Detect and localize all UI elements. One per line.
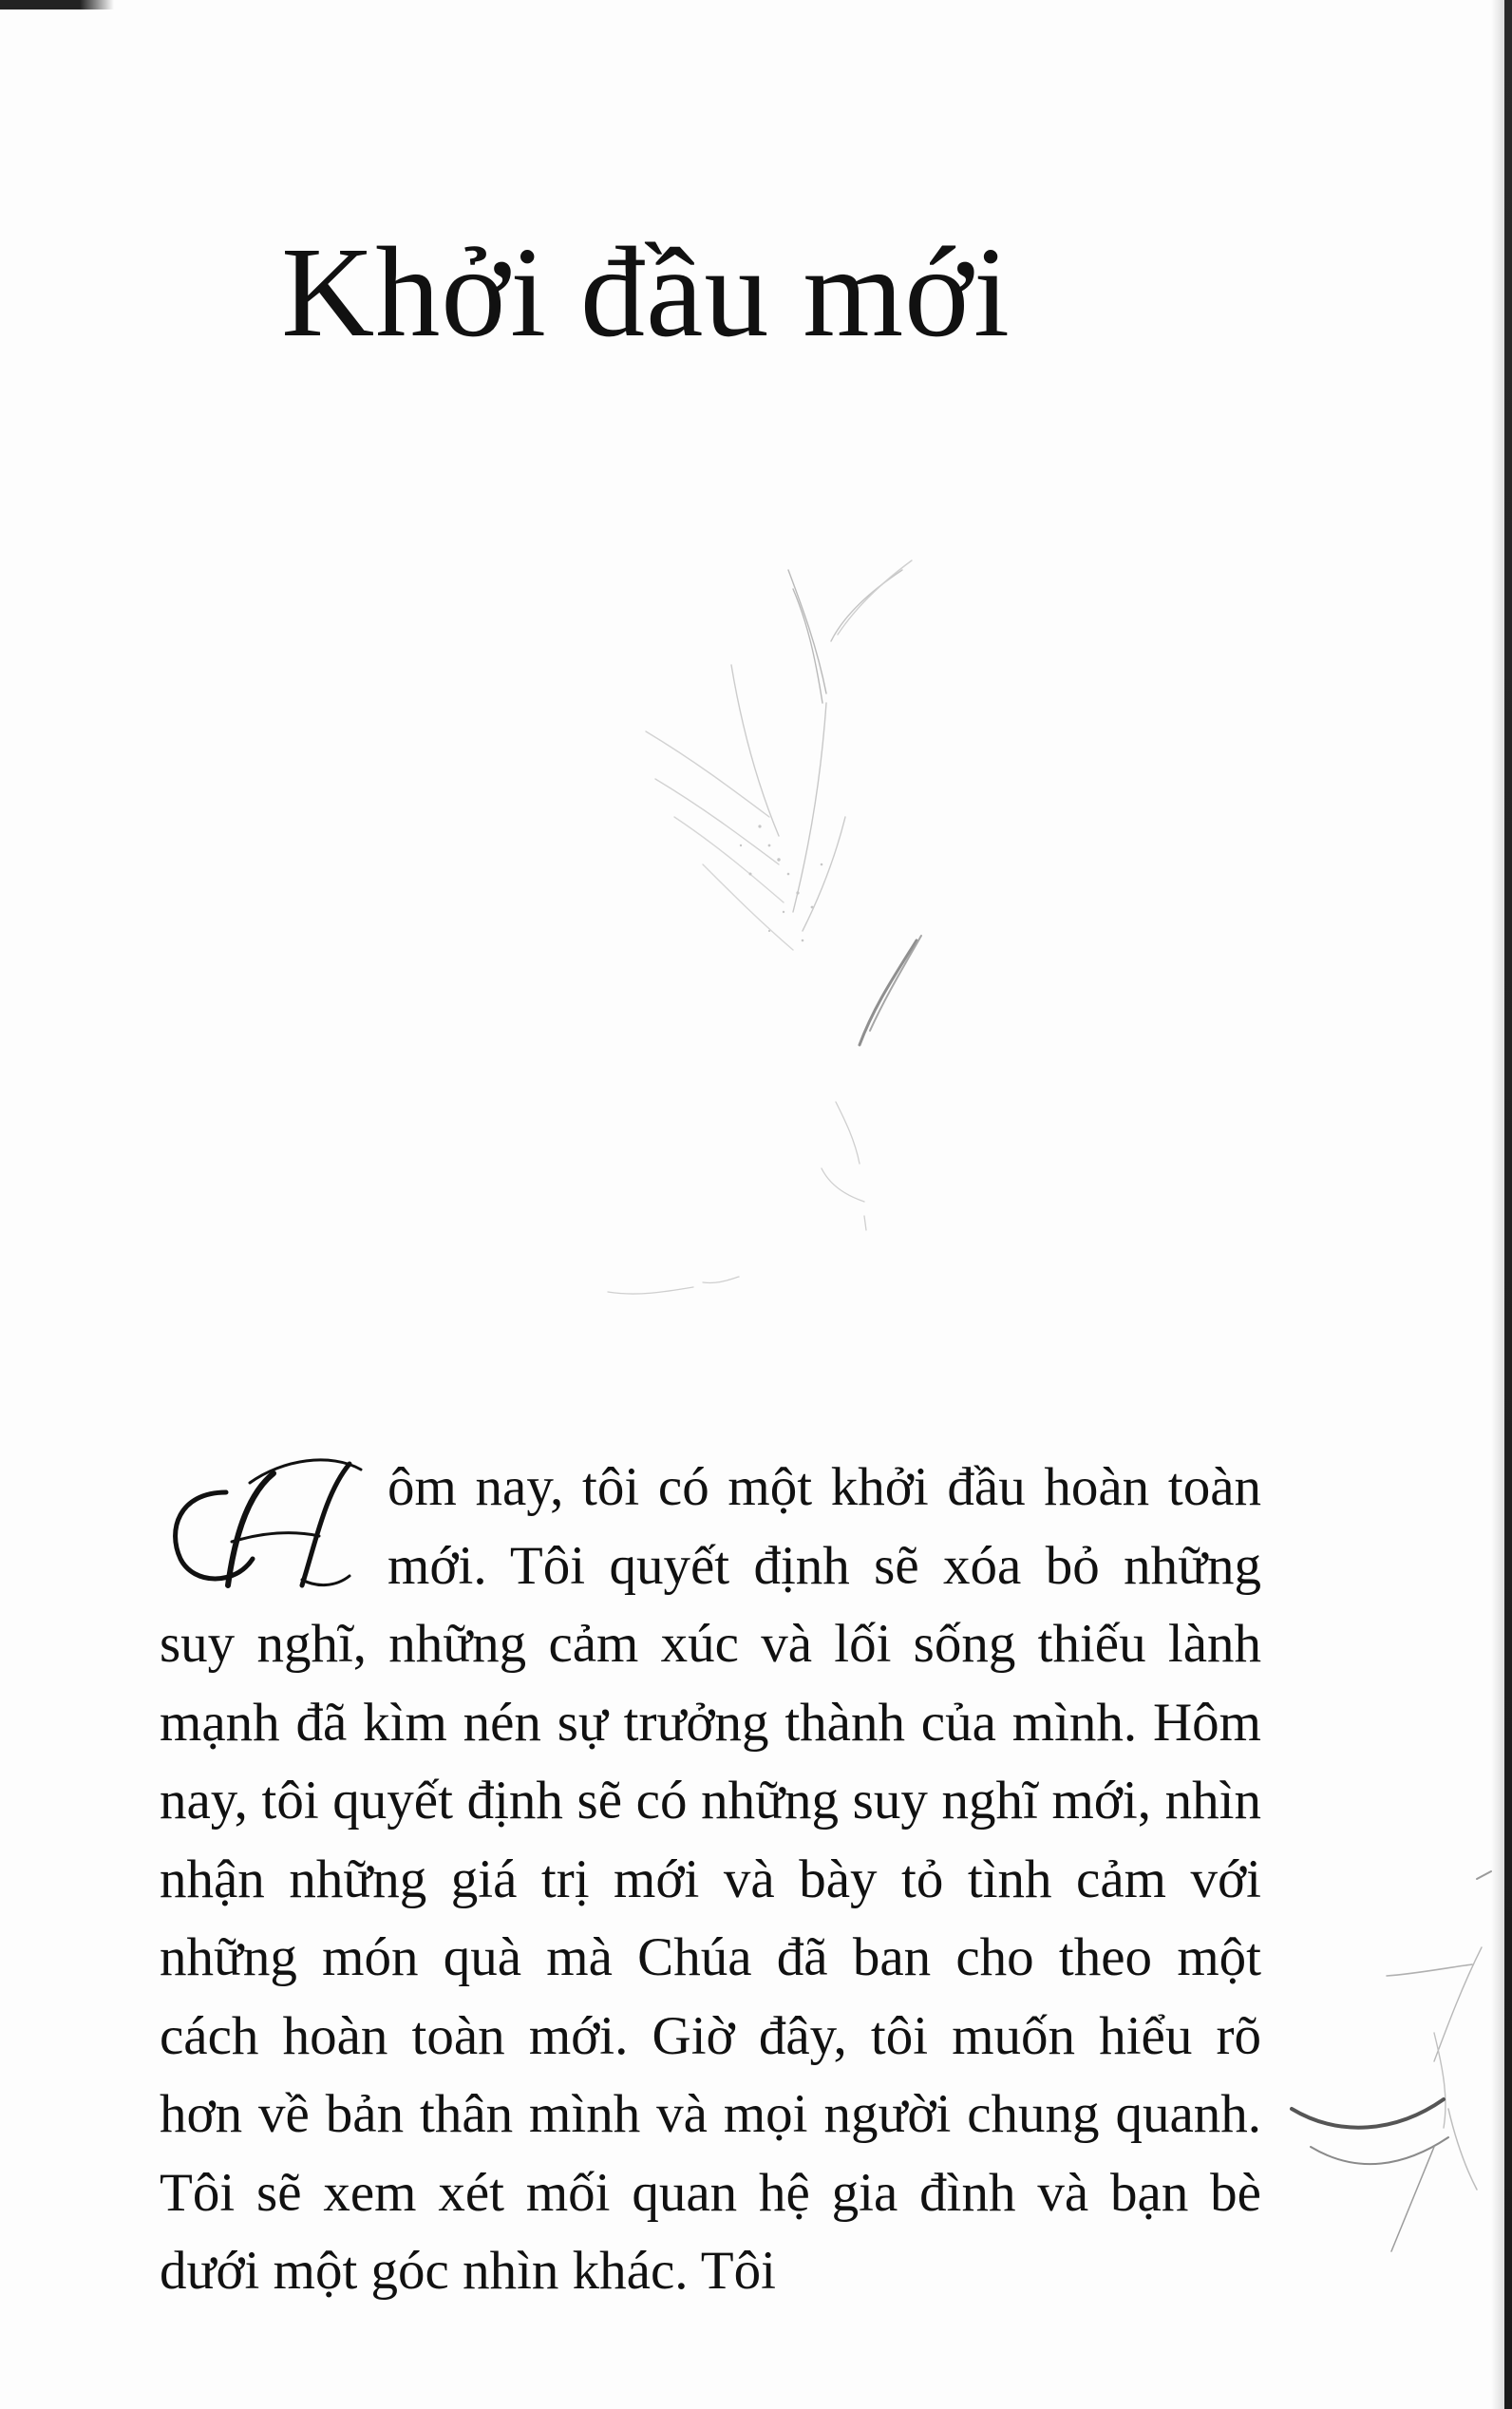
scan-edge-top [0,0,114,9]
body-text: ôm nay, tôi có một khởi đầu hoàn toàn mới. Tôi quyết định sẽ xóa bỏ những suy nghĩ, những cảm xúc và lối sống thiếu lành mạnh đã kìm nén sự trưởng thành của mình. Hôm nay, tôi quyết định sẽ có những suy nghĩ mới, nhìn nhận những giá trị mới và bày tỏ tình cảm với những món quà mà Chúa đã ban cho theo một cách hoàn toàn mới. Giờ đây, tôi muốn hiểu rõ hơn về bản thân mình và mọi người chung quanh. Tôi sẽ xem xét mối quan hệ gia đình và bạn bè dưới một góc nhìn khác. Tôi [160,1457,1261,2301]
chapter-title: Khởi đầu mới [281,221,1011,364]
body-paragraph [160,1449,1261,2311]
leaf-ornament-icon [1254,1862,1501,2261]
drop-cap-h-icon [160,1454,382,1597]
bird-sketch-icon [589,532,988,1330]
scan-edge-right [1504,0,1512,2409]
drop-cap-letter [160,1454,382,1597]
drop-cap-text: H [380,1461,382,1463]
